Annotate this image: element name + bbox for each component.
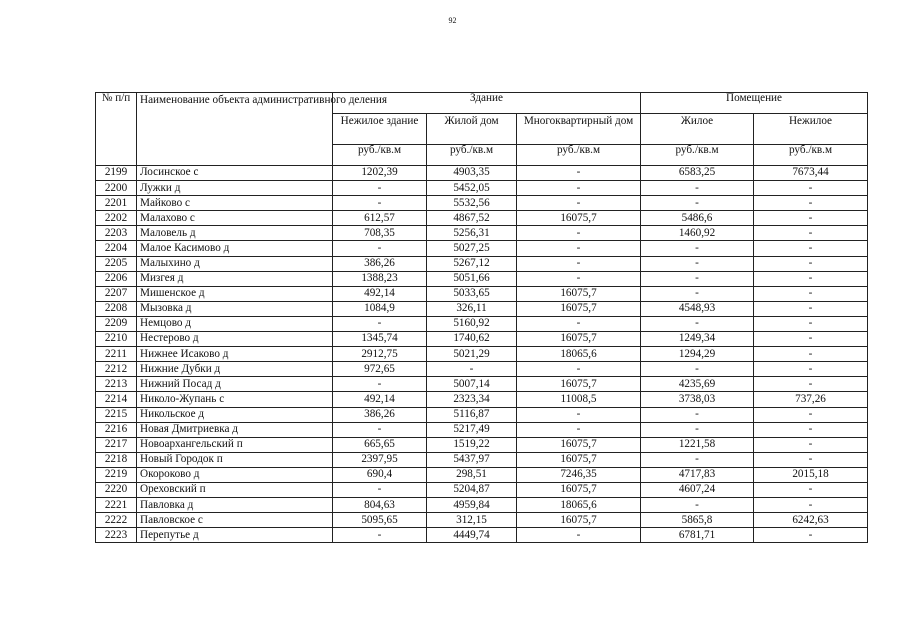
table-row — [96, 166, 868, 181]
settlement-name: Новый Городок п — [137, 452, 333, 467]
apartment-building-value: 16075,7 — [517, 452, 641, 467]
apartment-building-value: 16075,7 — [517, 286, 641, 301]
nonresidential-building-value: 708,35 — [333, 226, 427, 241]
row-number: 2213 — [96, 377, 137, 392]
table-row — [96, 422, 868, 437]
nonresidential-building-value: 2912,75 — [333, 347, 427, 362]
residential-premises-value: - — [641, 452, 754, 467]
nonresidential-building-value: - — [333, 181, 427, 196]
residential-house-value: 5437,97 — [427, 452, 517, 467]
apartment-building-value: 16075,7 — [517, 301, 641, 316]
table-row — [96, 513, 868, 528]
residential-house-value: 5217,49 — [427, 422, 517, 437]
table-row — [96, 196, 868, 211]
residential-premises-value: 1294,29 — [641, 347, 754, 362]
nonresidential-building-value: 665,65 — [333, 437, 427, 452]
header-building: Здание — [333, 93, 641, 114]
settlement-name: Новая Дмитриевка д — [137, 422, 333, 437]
residential-premises-value: - — [641, 316, 754, 331]
row-number: 2214 — [96, 392, 137, 407]
table-row — [96, 392, 868, 407]
residential-premises-value: 4548,93 — [641, 301, 754, 316]
residential-premises-value: - — [641, 241, 754, 256]
header-num: № п/п — [96, 93, 137, 166]
apartment-building-value: 16075,7 — [517, 437, 641, 452]
table-row — [96, 181, 868, 196]
row-number: 2212 — [96, 362, 137, 377]
residential-house-value: 298,51 — [427, 467, 517, 482]
nonresidential-premises-value: 6242,63 — [754, 513, 868, 528]
header-apartment-building: Многоквартирный дом — [517, 114, 641, 145]
nonresidential-building-value: 386,26 — [333, 407, 427, 422]
settlement-name: Николо-Жупань с — [137, 392, 333, 407]
nonresidential-premises-value: - — [754, 422, 868, 437]
residential-house-value: 5267,12 — [427, 256, 517, 271]
residential-premises-value: 1221,58 — [641, 437, 754, 452]
nonresidential-building-value: 1388,23 — [333, 271, 427, 286]
nonresidential-premises-value: - — [754, 332, 868, 347]
settlement-name: Малыхино д — [137, 256, 333, 271]
table-row — [96, 467, 868, 482]
nonresidential-premises-value: - — [754, 482, 868, 497]
settlement-name: Мишенское д — [137, 286, 333, 301]
table-row — [96, 332, 868, 347]
apartment-building-value: 7246,35 — [517, 467, 641, 482]
cadastral-value-table — [95, 92, 868, 543]
header-premises: Помещение — [641, 93, 868, 114]
settlement-name: Нижний Посад д — [137, 377, 333, 392]
row-number: 2221 — [96, 498, 137, 513]
row-number: 2223 — [96, 528, 137, 543]
apartment-building-value: - — [517, 422, 641, 437]
row-number: 2206 — [96, 271, 137, 286]
settlement-name: Никольское д — [137, 407, 333, 422]
nonresidential-building-value: 972,65 — [333, 362, 427, 377]
residential-house-value: 1519,22 — [427, 437, 517, 452]
page-number: 92 — [448, 16, 457, 25]
settlement-name: Лужки д — [137, 181, 333, 196]
nonresidential-building-value: - — [333, 377, 427, 392]
nonresidential-premises-value: - — [754, 452, 868, 467]
residential-house-value: 4867,52 — [427, 211, 517, 226]
settlement-name: Лосинское с — [137, 166, 333, 181]
unit-label: руб./кв.м — [641, 145, 754, 166]
table-row — [96, 528, 868, 543]
settlement-name: Мизгея д — [137, 271, 333, 286]
nonresidential-premises-value: - — [754, 498, 868, 513]
unit-label: руб./кв.м — [427, 145, 517, 166]
residential-house-value: 2323,34 — [427, 392, 517, 407]
table-row — [96, 316, 868, 331]
row-number: 2200 — [96, 181, 137, 196]
nonresidential-building-value: - — [333, 422, 427, 437]
nonresidential-building-value: 386,26 — [333, 256, 427, 271]
residential-house-value: 1740,62 — [427, 332, 517, 347]
residential-house-value: 5160,92 — [427, 316, 517, 331]
row-number: 2201 — [96, 196, 137, 211]
header-row-1 — [96, 93, 868, 114]
table-row — [96, 241, 868, 256]
nonresidential-building-value: 1202,39 — [333, 166, 427, 181]
settlement-name: Мызовка д — [137, 301, 333, 316]
apartment-building-value: - — [517, 226, 641, 241]
residential-premises-value: 4235,69 — [641, 377, 754, 392]
residential-house-value: 5204,87 — [427, 482, 517, 497]
apartment-building-value: - — [517, 362, 641, 377]
residential-house-value: 5452,05 — [427, 181, 517, 196]
apartment-building-value: - — [517, 181, 641, 196]
apartment-building-value: 18065,6 — [517, 347, 641, 362]
settlement-name: Нижнее Исаково д — [137, 347, 333, 362]
nonresidential-premises-value: 7673,44 — [754, 166, 868, 181]
settlement-name: Нестерово д — [137, 332, 333, 347]
table-row — [96, 286, 868, 301]
header-nonresidential-building: Нежилое здание — [333, 114, 427, 145]
row-number: 2203 — [96, 226, 137, 241]
residential-house-value: 326,11 — [427, 301, 517, 316]
residential-premises-value: 5865,8 — [641, 513, 754, 528]
nonresidential-premises-value: - — [754, 528, 868, 543]
residential-house-value: 4959,84 — [427, 498, 517, 513]
settlement-name: Майково с — [137, 196, 333, 211]
settlement-name: Окороково д — [137, 467, 333, 482]
apartment-building-value: - — [517, 241, 641, 256]
settlement-name: Малахово с — [137, 211, 333, 226]
table-body — [96, 166, 868, 543]
row-number: 2204 — [96, 241, 137, 256]
nonresidential-building-value: 1345,74 — [333, 332, 427, 347]
apartment-building-value: - — [517, 316, 641, 331]
row-number: 2207 — [96, 286, 137, 301]
row-number: 2205 — [96, 256, 137, 271]
apartment-building-value: 18065,6 — [517, 498, 641, 513]
nonresidential-building-value: 5095,65 — [333, 513, 427, 528]
residential-house-value: 5116,87 — [427, 407, 517, 422]
nonresidential-premises-value: 2015,18 — [754, 467, 868, 482]
residential-premises-value: - — [641, 498, 754, 513]
table-row — [96, 452, 868, 467]
nonresidential-premises-value: - — [754, 301, 868, 316]
table-row — [96, 256, 868, 271]
residential-premises-value: 4607,24 — [641, 482, 754, 497]
row-number: 2202 — [96, 211, 137, 226]
nonresidential-premises-value: - — [754, 377, 868, 392]
residential-premises-value: 1460,92 — [641, 226, 754, 241]
nonresidential-building-value: - — [333, 482, 427, 497]
nonresidential-premises-value: - — [754, 437, 868, 452]
nonresidential-building-value: 690,4 — [333, 467, 427, 482]
nonresidential-building-value: - — [333, 241, 427, 256]
unit-label: руб./кв.м — [754, 145, 868, 166]
row-number: 2222 — [96, 513, 137, 528]
residential-premises-value: - — [641, 256, 754, 271]
settlement-name: Малое Касимово д — [137, 241, 333, 256]
nonresidential-building-value: - — [333, 528, 427, 543]
residential-premises-value: 6583,25 — [641, 166, 754, 181]
apartment-building-value: - — [517, 271, 641, 286]
table-row — [96, 482, 868, 497]
residential-house-value: 5007,14 — [427, 377, 517, 392]
table-row — [96, 211, 868, 226]
nonresidential-building-value: 492,14 — [333, 392, 427, 407]
apartment-building-value: 16075,7 — [517, 211, 641, 226]
residential-house-value: 5532,56 — [427, 196, 517, 211]
table-row — [96, 347, 868, 362]
nonresidential-building-value: 492,14 — [333, 286, 427, 301]
residential-premises-value: - — [641, 286, 754, 301]
apartment-building-value: - — [517, 166, 641, 181]
settlement-name: Маловель д — [137, 226, 333, 241]
settlement-name: Павловское с — [137, 513, 333, 528]
nonresidential-building-value: 612,57 — [333, 211, 427, 226]
residential-house-value: 5027,25 — [427, 241, 517, 256]
row-number: 2199 — [96, 166, 137, 181]
nonresidential-building-value: 1084,9 — [333, 301, 427, 316]
nonresidential-building-value: - — [333, 196, 427, 211]
nonresidential-premises-value: - — [754, 347, 868, 362]
nonresidential-premises-value: - — [754, 286, 868, 301]
table-row — [96, 362, 868, 377]
row-number: 2216 — [96, 422, 137, 437]
settlement-name: Немцово д — [137, 316, 333, 331]
header-name: Наименование объекта административного деления — [137, 93, 333, 166]
header-residential-house: Жилой дом — [427, 114, 517, 145]
residential-premises-value: - — [641, 181, 754, 196]
apartment-building-value: 16075,7 — [517, 482, 641, 497]
residential-house-value: 4903,35 — [427, 166, 517, 181]
residential-premises-value: 6781,71 — [641, 528, 754, 543]
apartment-building-value: 16075,7 — [517, 377, 641, 392]
row-number: 2219 — [96, 467, 137, 482]
table-row — [96, 498, 868, 513]
residential-premises-value: 3738,03 — [641, 392, 754, 407]
nonresidential-building-value: 804,63 — [333, 498, 427, 513]
residential-house-value: 5021,29 — [427, 347, 517, 362]
residential-premises-value: 5486,6 — [641, 211, 754, 226]
residential-house-value: 4449,74 — [427, 528, 517, 543]
table-row — [96, 301, 868, 316]
nonresidential-premises-value: 737,26 — [754, 392, 868, 407]
unit-label: руб./кв.м — [333, 145, 427, 166]
header-nonresidential-premises: Нежилое — [754, 114, 868, 145]
nonresidential-premises-value: - — [754, 226, 868, 241]
apartment-building-value: 16075,7 — [517, 332, 641, 347]
apartment-building-value: - — [517, 196, 641, 211]
table-row — [96, 271, 868, 286]
residential-premises-value: 4717,83 — [641, 467, 754, 482]
residential-house-value: 5051,66 — [427, 271, 517, 286]
nonresidential-premises-value: - — [754, 316, 868, 331]
header-residential-premises: Жилое — [641, 114, 754, 145]
nonresidential-premises-value: - — [754, 256, 868, 271]
apartment-building-value: - — [517, 407, 641, 422]
nonresidential-premises-value: - — [754, 211, 868, 226]
apartment-building-value: 11008,5 — [517, 392, 641, 407]
residential-premises-value: - — [641, 271, 754, 286]
nonresidential-building-value: - — [333, 316, 427, 331]
row-number: 2218 — [96, 452, 137, 467]
residential-house-value: 5256,31 — [427, 226, 517, 241]
row-number: 2210 — [96, 332, 137, 347]
table-row — [96, 407, 868, 422]
residential-house-value: - — [427, 362, 517, 377]
nonresidential-premises-value: - — [754, 407, 868, 422]
row-number: 2211 — [96, 347, 137, 362]
table-row — [96, 226, 868, 241]
residential-house-value: 5033,65 — [427, 286, 517, 301]
nonresidential-building-value: 2397,95 — [333, 452, 427, 467]
residential-premises-value: - — [641, 407, 754, 422]
apartment-building-value: 16075,7 — [517, 513, 641, 528]
settlement-name: Нижние Дубки д — [137, 362, 333, 377]
row-number: 2209 — [96, 316, 137, 331]
row-number: 2208 — [96, 301, 137, 316]
residential-premises-value: - — [641, 362, 754, 377]
row-number: 2217 — [96, 437, 137, 452]
residential-premises-value: 1249,34 — [641, 332, 754, 347]
settlement-name: Павловка д — [137, 498, 333, 513]
residential-premises-value: - — [641, 196, 754, 211]
nonresidential-premises-value: - — [754, 196, 868, 211]
table-row — [96, 377, 868, 392]
residential-premises-value: - — [641, 422, 754, 437]
settlement-name: Ореховский п — [137, 482, 333, 497]
apartment-building-value: - — [517, 256, 641, 271]
unit-label: руб./кв.м — [517, 145, 641, 166]
table-row — [96, 437, 868, 452]
row-number: 2220 — [96, 482, 137, 497]
nonresidential-premises-value: - — [754, 271, 868, 286]
settlement-name: Новоархангельский п — [137, 437, 333, 452]
residential-house-value: 312,15 — [427, 513, 517, 528]
nonresidential-premises-value: - — [754, 362, 868, 377]
apartment-building-value: - — [517, 528, 641, 543]
settlement-name: Перепутье д — [137, 528, 333, 543]
nonresidential-premises-value: - — [754, 181, 868, 196]
row-number: 2215 — [96, 407, 137, 422]
nonresidential-premises-value: - — [754, 241, 868, 256]
